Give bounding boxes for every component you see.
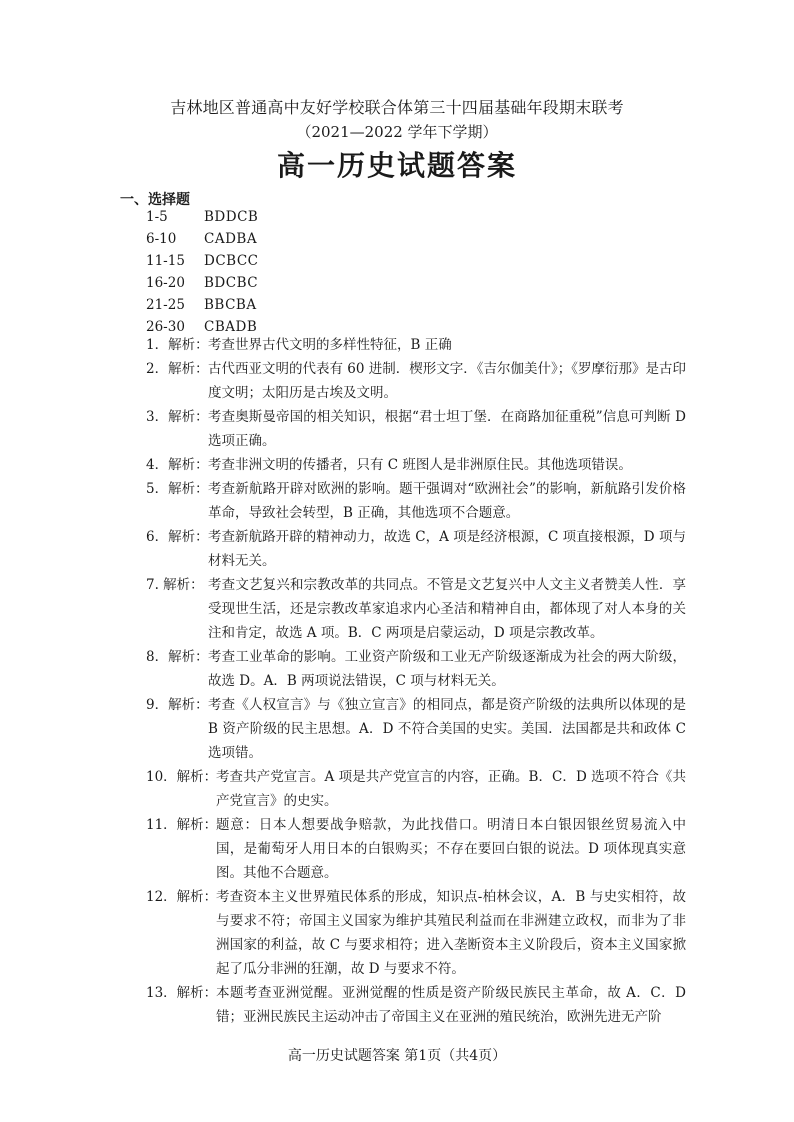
exam-header: 吉林地区普通高中友好学校联合体第三十四届基础年段期末联考 [170, 98, 624, 117]
answer-row [146, 251, 258, 271]
explanation-label: 6．解析： [146, 529, 209, 545]
explanation-label: 1．解析： [146, 337, 209, 353]
answer-row [146, 295, 257, 315]
explanation-item [146, 453, 686, 477]
explanation-label: 5．解析： [146, 481, 209, 497]
explanation-item [146, 765, 686, 813]
explanation-item [146, 645, 686, 693]
explanation-text: 古代西亚文明的代表有 60 进制．楔形文字．《吉尔伽美什》；《罗摩衍那》是古印度文明；太阳历是古埃及文明。 [208, 361, 687, 401]
answer-value: BDDCB [204, 209, 259, 225]
explanation-label: 4．解析： [146, 457, 209, 473]
explanation-item [146, 357, 686, 405]
answer-row [146, 273, 258, 293]
answer-value: BDCBC [204, 275, 259, 291]
explanation-text: 考查非洲文明的传播者，只有 C 班图人是非洲原住民。其他选项错误。 [208, 457, 632, 473]
explanation-item [146, 693, 686, 765]
explanation-text: 考查世界古代文明的多样性特征，B 正确 [208, 337, 452, 353]
explanation-item [146, 981, 686, 1029]
explanation-item [146, 885, 686, 981]
explanation-text: 考查共产党宣言。A 项是共产党宣言的内容，正确。B．C．D 选项不符合《共产党宣言》的史实。 [216, 769, 686, 809]
answer-value: CBADB [204, 319, 258, 335]
explanation-text: 考查工业革命的影响。工业资产阶级和工业无产阶级逐渐成为社会的两大阶级，故选 D。A．B 两项说法错误，C 项与材料无关。 [208, 649, 686, 689]
explanation-text: 题意：日本人想要战争赔款，为此找借口。明清日本白银因银丝贸易流入中国，是葡萄牙人用日本的白银购买；不存在要回白银的说法。D 项体现真实意图。其他不合题意。 [216, 817, 686, 881]
answer-range: 1-5 [146, 209, 168, 225]
answer-range: 21-25 [146, 297, 185, 313]
explanation-item [146, 813, 686, 885]
answer-row [146, 207, 258, 227]
explanation-item [146, 333, 686, 357]
answer-range: 11-15 [146, 253, 185, 269]
explanation-label: 7. 解析： [146, 577, 204, 593]
explanation-text: 考查新航路开辟的精神动力，故选 C，A 项是经济根源，C 项直接根源，D 项与材料无关。 [208, 529, 686, 569]
page-footer: 高一历史试题答案 第1页（共4页） [287, 1048, 507, 1064]
explanation-text: 考查新航路开辟对欧洲的影响。题干强调对“欧洲社会”的影响，新航路引发价格革命，导致社会转型，B 正确，其他选项不合题意。 [208, 481, 686, 521]
explanation-label: 2．解析： [146, 361, 209, 377]
answer-range: 6-10 [146, 231, 177, 247]
explanation-label: 9．解析： [146, 697, 209, 713]
explanation-text: 考查资本主义世界殖民体系的形成，知识点-柏林会议，A．B 与史实相符，故与要求不符；帝国主义国家为维护其殖民利益而在非洲建立政权，而非为了非洲国家的利益，故 C 与要求相符；进入垄断资本主义阶段后，资本主义国家掀起了瓜分非洲的狂潮，故 D 与要求不符。 [216, 889, 686, 977]
explanation-text: 考查文艺复兴和宗教改革的共同点。不管是文艺复兴中人文主义者赞美人性．享受现世生活，还是宗教改革家追求内心圣洁和精神自由，都体现了对人本身的关注和肯定，故选 A 项。B．C 两项是启蒙运动，D 项是宗教改革。 [208, 577, 686, 641]
section-title: 一、选择题 [120, 192, 190, 208]
explanation-text: 本题考查亚洲觉醒。亚洲觉醒的性质是资产阶级民族民主革命，故 A．C．D 错；亚洲民族民主运动冲击了帝国主义在亚洲的殖民统治，欧洲先进无产阶 [216, 985, 686, 1025]
explanation-label: 12．解析： [146, 889, 218, 905]
answer-range: 16-20 [146, 275, 185, 291]
explanation-text: 考查奥斯曼帝国的相关知识，根据“君士坦丁堡．在商路加征重税”信息可判断 D 选项正确。 [208, 409, 686, 449]
explanation-item [146, 477, 686, 525]
answer-value: BBCBA [204, 297, 257, 313]
explanation-item [146, 405, 686, 453]
explanation-label: 11．解析： [146, 817, 218, 833]
explanation-label: 10．解析： [146, 769, 218, 785]
school-year: （2021—2022 学年下学期） [296, 123, 498, 141]
page-title: 高一历史试题答案 [276, 149, 517, 182]
answer-value: CADBA [204, 231, 258, 247]
answer-range: 26-30 [146, 319, 185, 335]
explanation-label: 13．解析： [146, 985, 218, 1001]
explanation-item [146, 573, 686, 645]
explanation-item [146, 525, 686, 573]
answer-value: DCBCC [204, 253, 259, 269]
explanation-label: 8．解析： [146, 649, 209, 665]
explanation-text: 考查《人权宣言》与《独立宣言》的相同点，都是资产阶级的法典所以体现的是 B 资产阶级的民主思想。A．D 不符合美国的史实。美国．法国都是共和政体 C 选项错。 [208, 697, 686, 761]
answer-row [146, 229, 257, 249]
explanation-label: 3．解析： [146, 409, 209, 425]
explanations-list [146, 333, 686, 1029]
